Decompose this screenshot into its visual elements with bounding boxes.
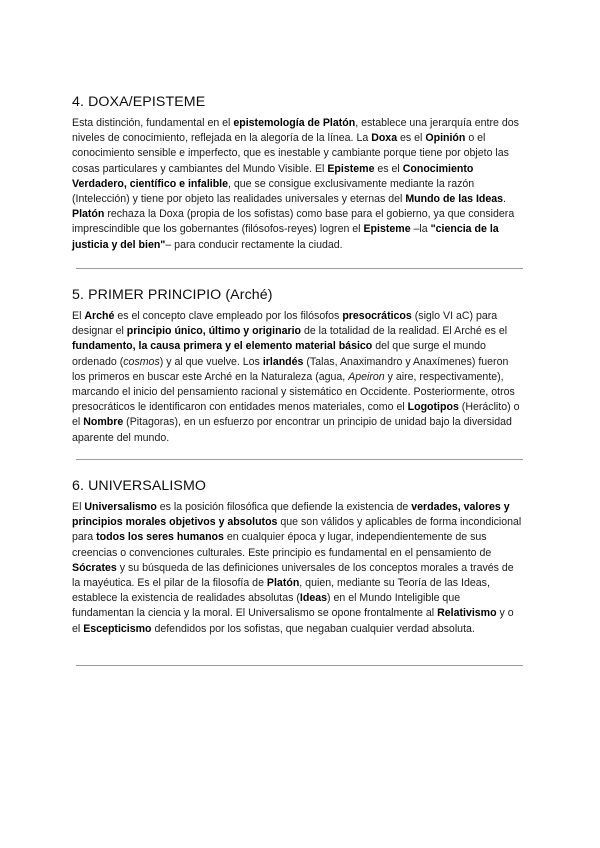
- text-run: y aire, respectivamente), marcando el inicio del pensamiento racional y sistemático en Occidente. Posteriormente, otros presocráticos le identificaron con entidades menos materiales, como el: [72, 370, 515, 414]
- bold-term: Episteme: [327, 162, 375, 175]
- section-heading: 4. DOXA/EPISTEME: [72, 94, 206, 110]
- text-run: es la posición filosófica que defiende la existencia de: [156, 501, 412, 513]
- section-heading: 6. UNIVERSALISMO: [72, 478, 207, 494]
- bold-term: Logotipos: [407, 401, 459, 414]
- bold-term: Opinión: [425, 132, 466, 145]
- text-run: de la totalidad de la realidad. El Arché es el: [301, 325, 508, 338]
- text-run: El: [72, 501, 85, 513]
- bold-term: Escepticismo: [83, 622, 152, 635]
- bold-term: fundamento, la causa primera y el elemento material básico: [72, 340, 373, 353]
- text-run: es el concepto clave empleado por los filósofos: [114, 310, 343, 322]
- text-run: del que surge el mundo ordenado (: [72, 340, 486, 368]
- text-run: o el conocimiento sensible e imperfecto, que es inestable y cambiante porque tiene por objeto las cosas particulares y cambiantes del Mundo Visible. El: [72, 132, 509, 175]
- section-divider: [76, 268, 523, 269]
- italic-term: cosmos: [123, 355, 160, 368]
- bold-term: Doxa: [371, 132, 398, 145]
- section-paragraph: [72, 500, 524, 637]
- bold-term: principio único, último y originario: [126, 325, 301, 338]
- bold-term: todos los seres humanos: [96, 531, 224, 544]
- bold-term: "ciencia de la justicia y del bien": [72, 223, 499, 251]
- text-run: y o el: [72, 607, 514, 635]
- text-run: El: [72, 310, 85, 322]
- bold-term: Nombre: [83, 416, 124, 429]
- text-run: en cualquier época y lugar, independientemente de sus creencias o convenciones culturales. Este principio es fundamental en el pensamiento de: [72, 531, 492, 559]
- text-run: rechaza la Doxa (propia de los sofistas) como base para el gobierno, ya que considera imprescindible que los gobernantes (filósofos-reyes) logren el: [72, 208, 515, 236]
- bold-term: Platón: [266, 577, 300, 590]
- text-run: defendidos por los sofistas, que negaban cualquier verdad absoluta.: [151, 622, 475, 635]
- section-paragraph: [72, 309, 524, 446]
- section-doxa-episteme: [72, 94, 524, 253]
- bold-term: Episteme: [363, 223, 411, 236]
- text-run: ) en el Mundo Inteligible que fundamentan la ciencia y la moral. El Universalismo se opone frontalmente al: [72, 592, 461, 620]
- bold-term: verdades, valores y principios morales objetivos y absolutos: [72, 501, 510, 529]
- section-divider: [76, 665, 523, 666]
- text-run: – para conducir rectamente la ciudad.: [165, 238, 343, 251]
- bold-term: Ideas: [299, 592, 327, 605]
- text-run: , establece una jerarquía entre dos niveles de conocimiento, reflejada en la alegoría de la línea. La: [72, 117, 519, 145]
- bold-term: Relativismo: [437, 607, 497, 620]
- bold-term: Platón: [72, 208, 105, 221]
- text-run: (Pitagoras), en un esfuerzo por encontrar un principio de unidad bajo la diversidad aparente del mundo.: [72, 416, 512, 444]
- text-run: .: [503, 193, 506, 206]
- bold-term: presocráticos: [342, 310, 412, 322]
- bold-term: epistemología de Platón: [233, 117, 356, 129]
- bold-term: Sócrates: [72, 561, 117, 574]
- text-run: que son válidos y aplicables de forma incondicional para: [72, 516, 522, 544]
- bold-term: Universalismo: [84, 501, 157, 513]
- bold-term: Mundo de las Ideas: [405, 193, 504, 206]
- section-paragraph: [72, 116, 524, 253]
- bold-term: irlandés: [262, 355, 304, 368]
- section-divider: [76, 459, 523, 460]
- text-run: (Heráclito) o el: [72, 401, 520, 429]
- text-run: , que se consigue exclusivamente mediante la razón (Intelección) y tiene por objeto las realidades universales y eternas del: [72, 177, 475, 206]
- text-run: es el: [374, 162, 403, 175]
- text-run: es el: [397, 132, 426, 145]
- text-run: , quien, mediante su Teoría de las Ideas, establece la existencia de realidades absolutas (: [72, 577, 490, 605]
- section-universalismo: [72, 478, 524, 637]
- section-primer-principio: [72, 287, 524, 446]
- italic-term: Apeiron: [348, 370, 385, 383]
- bold-term: Conocimiento Verdadero, científico e infalible: [72, 162, 474, 190]
- text-run: –la: [410, 223, 431, 236]
- text-run: Esta distinción, fundamental en el: [72, 117, 234, 129]
- text-run: y su búsqueda de las definiciones universales de los conceptos morales a través de la mayéutica. Es el pilar de la filosofía de: [72, 561, 514, 590]
- text-run: ) y al que vuelve. Los: [159, 355, 263, 368]
- section-heading: 5. PRIMER PRINCIPIO (Arché): [72, 287, 273, 303]
- text-run: (Talas, Anaximandro y Anaxímenes) fueron los primeros en buscar este Arché en la Naturaleza (agua,: [72, 355, 509, 383]
- text-run: (siglo VI aC) para designar el: [72, 310, 498, 338]
- bold-term: Arché: [84, 310, 115, 322]
